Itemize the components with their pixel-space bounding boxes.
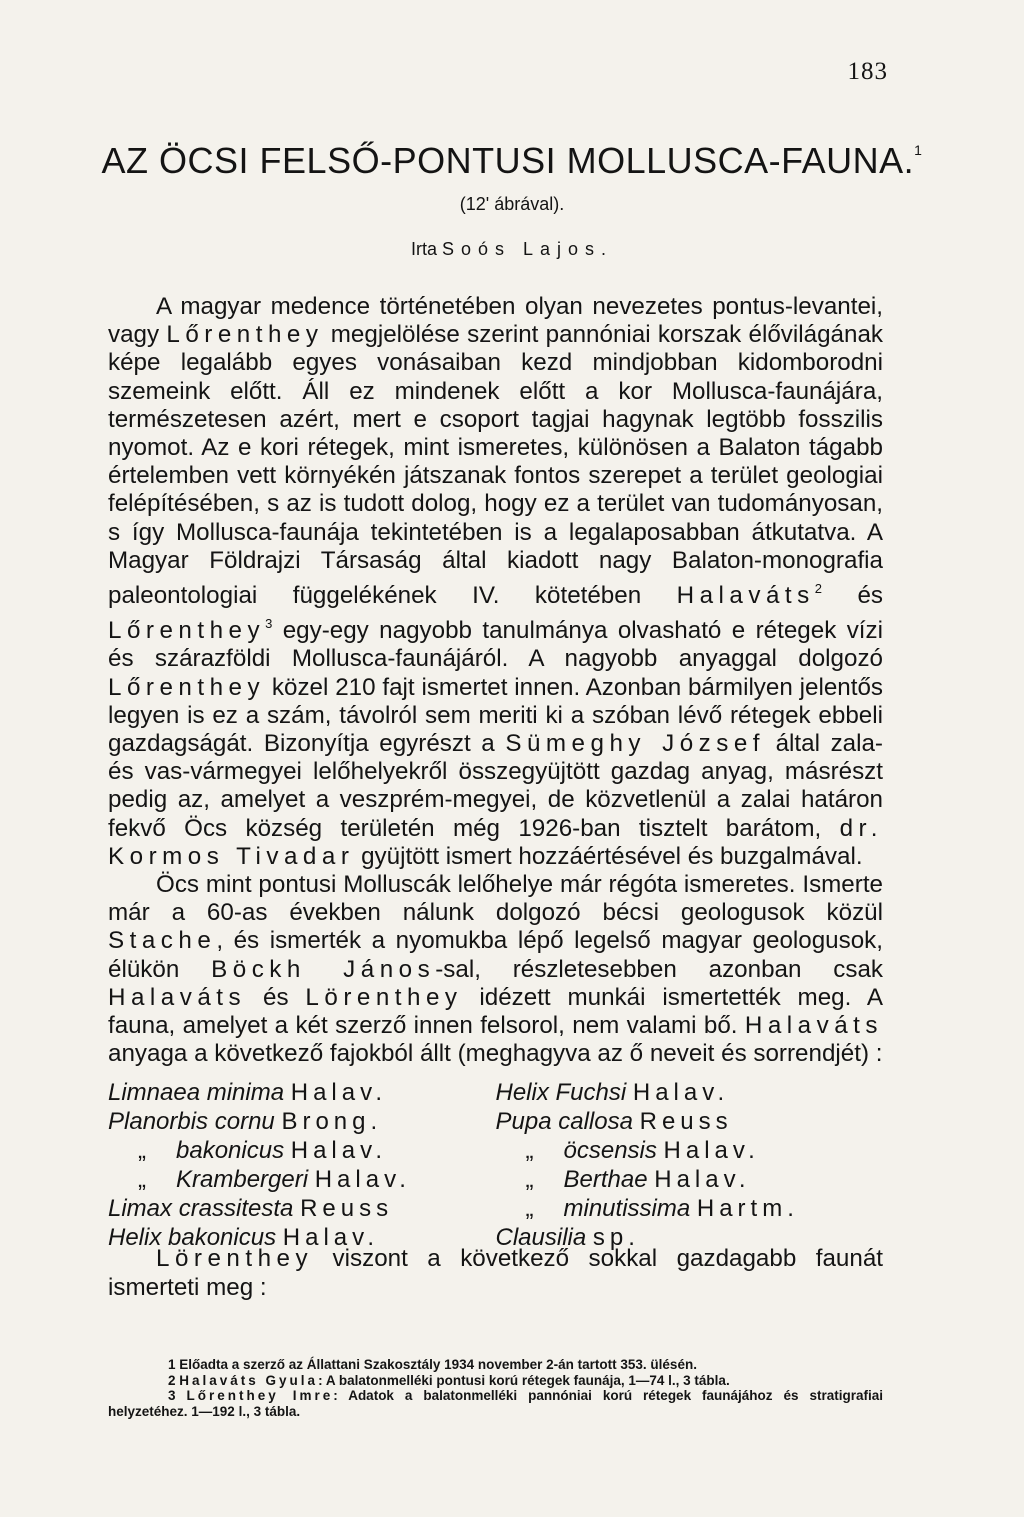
spaced-name: Halaváts: [744, 1012, 883, 1040]
species-author: Halav.: [290, 1137, 387, 1164]
title-footnote-mark: 1: [914, 142, 923, 158]
spaced-name: Stache: [108, 927, 217, 955]
spaced-name: Lőrenthey: [108, 617, 266, 645]
footnote: 3 Lőrenthey Imre: Adatok a balatonmelléki pannóniai korú rétegek faunájához és stratigrafiai helyzetéhez. 1—192 l., 3 tábla.: [108, 1388, 884, 1419]
article-title-text: AZ ÖCSI FELSŐ-PONTUSI MOLLUSCA-FAUNA.: [101, 140, 915, 181]
ditto-mark: „: [525, 1166, 534, 1193]
author-name: Soós Lajos.: [441, 239, 614, 259]
species-latin-name: Helix Fuchsi: [495, 1079, 627, 1106]
species-entry: [108, 1136, 496, 1165]
species-author: Brong.: [281, 1108, 383, 1135]
species-latin-name: Pupa callosa: [495, 1108, 633, 1135]
species-latin-name: Limax crassitesta: [108, 1195, 294, 1222]
species-row: [108, 1194, 883, 1223]
species-entry: [496, 1165, 884, 1194]
closing-author-name: Lörenthey: [156, 1245, 314, 1272]
species-latin-name: Helix bakonicus: [108, 1224, 277, 1251]
species-author: Halav.: [282, 1224, 380, 1251]
closing-paragraph: [108, 1245, 883, 1302]
ditto-mark: „: [525, 1137, 534, 1164]
article-header: [0, 140, 1024, 260]
species-entry: [108, 1165, 496, 1194]
species-author: Hartm.: [696, 1195, 799, 1222]
spaced-name: Lörenthey: [305, 983, 463, 1011]
species-entry: [108, 1107, 496, 1136]
species-author: Halav.: [632, 1079, 730, 1106]
paragraph-2: Öcs mint pontusi Molluscák lelőhelye már régóta ismeretes. Ismerte már a 60-as években nálunk dolgozó bécsi geologusok közül Stache, és ismerték a nyomukba lépő legelső magyar geologusok, élükön Böckh János-sal, részletesebben azonban csak Halaváts és Lörenthey idézett munkái ismertették meg. A fauna, amelyet a két szerző innen felsorol, nem valami bő. Halaváts anyaga a következő fajokból állt (meghagyva az ő neveit és sorrendjét) :: [108, 871, 883, 1068]
species-latin-name: Clausilia: [495, 1224, 587, 1251]
species-entry: [496, 1107, 884, 1136]
article-subtitle: (12' ábrával).: [459, 194, 565, 214]
species-entry: [108, 1078, 496, 1107]
species-author: sp.: [592, 1224, 640, 1251]
species-latin-name: öcsensis: [563, 1137, 657, 1164]
spaced-name: Halaváts Gyula: [179, 1372, 319, 1388]
byline: [0, 239, 1024, 260]
spaced-name: Lőrenthey: [166, 321, 324, 349]
species-latin-name: bakonicus: [176, 1137, 285, 1164]
footnotes: [108, 1357, 883, 1419]
species-entry: [496, 1194, 884, 1223]
species-entry: [496, 1078, 884, 1107]
spaced-name: Böckh János: [211, 955, 436, 983]
footnote: 1 Előadta a szerző az Állattani Szakosztály 1934 november 2-án tartott 353. ülésén.: [168, 1357, 697, 1372]
footnote-reference: 3: [265, 616, 273, 632]
species-row: [108, 1165, 883, 1194]
paragraph-1: A magyar medence történetében olyan nevezetes pontus-levantei, vagy Lőrenthey megjelölése szerint pannóniai korszak élővilágának képe legalább egyes vonásaiban kezd mindjobban kidomborodni szemeink előtt. Áll ez mindenek előtt a kor Mollusca-faunájára, természetesen azért, mert e csoport tagjai hagynak legtöbb fosszilis nyomot. Az e kori rétegek, mint ismeretes, különösen a Balaton tágabb értelemben vett környékén játszanak fontos szerepet a terület geologiai felépítésében, s az is tudott dolog, hogy ez a terület van tudományosan, s így Mollusca-faunája tekintetében is a legalaposabban átkutatva. A Magyar Földrajzi Társaság által kiadott nagy Balaton-monografia paleontologiai függelékének IV. kötetében Halaváts$^2$ és Lőrenthey$^3$ egy-egy nagyobb tanulmánya olvasható e rétegek vízi és szárazföldi Mollusca-faunájáról. A nagyobb anyaggal dolgozó Lőrenthey közel 210 fajt ismertet innen. Azonban bármilyen jelentős legyen is ez a szám, távolról sem meriti ki a szóban lévő rétegek ebbeli gazdagságát. Bizonyítja egyrészt a Sümeghy József által zala- és vas-vármegyei lelőhelyekről összegyüjtött gazdag anyag, másrészt pedig az, amelyet a veszprém-megyei, de közvetlenül a zalai határon fekvő Öcs község területén még 1926-ban tisztelt barátom, dr. Kormos Tivadar gyüjtött ismert hozzáértésével és buzgalmával.: [108, 293, 883, 870]
species-row: [108, 1136, 883, 1165]
species-author: Reuss: [300, 1195, 394, 1222]
footnote-reference: 2: [814, 581, 822, 597]
species-author: Halav.: [314, 1166, 411, 1193]
species-list: [108, 1078, 883, 1252]
spaced-name: Halaváts: [108, 983, 247, 1011]
article-body: [108, 293, 883, 1068]
species-row: [108, 1078, 883, 1107]
species-latin-name: Krambergeri: [176, 1166, 309, 1193]
footnote: 2 Halaváts Gyula: A balatonmelléki pontusi korú rétegek faunája, 1—74 l., 3 tábla.: [168, 1372, 730, 1388]
byline-prefix: Irta: [410, 239, 437, 259]
species-author: Halav.: [663, 1137, 760, 1164]
spaced-name: Lőrenthey Imre: [186, 1388, 334, 1403]
spaced-name: Halaváts: [676, 582, 815, 610]
species-latin-name: minutissima: [563, 1195, 691, 1222]
ditto-mark: „: [525, 1195, 534, 1222]
ditto-mark: „: [138, 1137, 146, 1164]
species-entry: [496, 1136, 884, 1165]
article-title: [0, 140, 1024, 182]
spaced-name: Sümeghy József: [505, 730, 766, 758]
spaced-name: Lőrenthey: [108, 673, 266, 701]
species-author: Halav.: [654, 1166, 751, 1193]
species-entry: [108, 1194, 496, 1223]
species-latin-name: Planorbis cornu: [108, 1108, 275, 1135]
spaced-name: dr. Kormos Tivadar: [108, 814, 883, 870]
species-latin-name: Limnaea minima: [108, 1079, 285, 1106]
ditto-mark: „: [138, 1166, 146, 1193]
page-number: 183: [847, 58, 888, 85]
closing-text: viszont a következő sokkal gazdagabb faunát ismerteti meg :: [108, 1245, 883, 1301]
species-author: Reuss: [639, 1108, 733, 1135]
species-row: [108, 1107, 883, 1136]
species-author: Halav.: [290, 1079, 387, 1106]
species-latin-name: Berthae: [563, 1166, 648, 1193]
